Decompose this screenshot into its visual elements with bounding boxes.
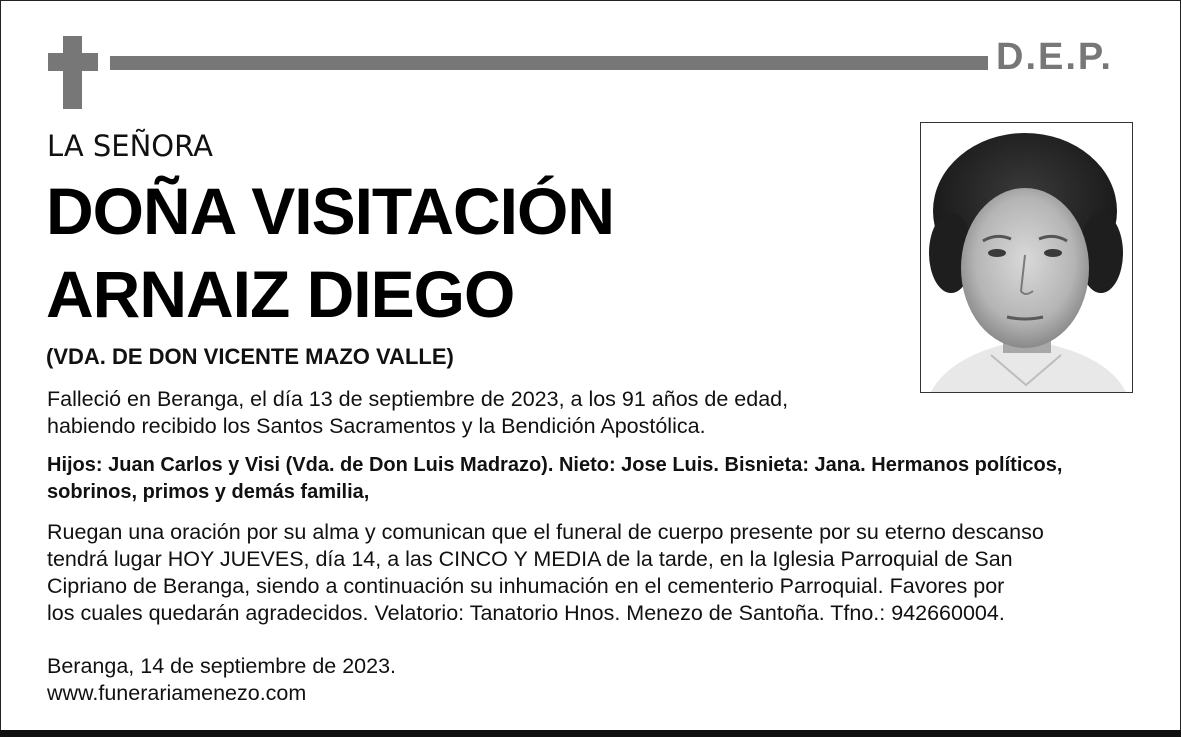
widow-of: (VDA. DE DON VICENTE MAZO VALLE) [46, 344, 454, 369]
death-notice-line: Falleció en Beranga, el día 13 de septiembre de 2023, a los 91 años de edad, [47, 387, 789, 411]
family-line: sobrinos, primos y demás familia, [47, 481, 370, 503]
death-notice-line: habiendo recibido los Santos Sacramentos y la Bendición Apostólica. [47, 414, 706, 438]
funeral-line: Cipriano de Beranga, siendo a continuación su inhumación en el cementerio Parroquial. Favores por [47, 574, 1005, 598]
funeral-line: tendrá lugar HOY JUEVES, día 14, a las CINCO Y MEDIA de la tarde, en la Iglesia Parroquial de San [47, 547, 1013, 571]
funeral-details [47, 519, 1044, 627]
portrait-photo [920, 122, 1133, 393]
honorific: LA SEÑORA [47, 129, 213, 163]
deceased-name-line2: ARNAIZ DIEGO [46, 257, 515, 331]
family-line: Hijos: Juan Carlos y Visi (Vda. de Don Luis Madrazo). Nieto: Jose Luis. Bisnieta: Jana. Hermanos políticos, [47, 454, 1063, 476]
death-notice [47, 386, 788, 440]
family-list [47, 452, 1062, 506]
place-date: Beranga, 14 de septiembre de 2023. [47, 654, 397, 678]
cross-icon-horizontal [48, 53, 98, 71]
cross-icon-vertical [63, 36, 82, 109]
dep-label: D.E.P. [996, 36, 1113, 78]
website-link[interactable]: www.funerariamenezo.com [47, 681, 307, 705]
footer [47, 653, 396, 707]
header-rule [110, 56, 988, 70]
bottom-rule [0, 730, 1181, 737]
portrait-photo-icon [921, 123, 1132, 392]
funeral-line: Ruegan una oración por su alma y comunican que el funeral de cuerpo presente por su eterno descanso [47, 520, 1044, 544]
deceased-name-line1: DOÑA VISITACIÓN [46, 174, 615, 248]
funeral-line: los cuales quedarán agradecidos. Velatorio: Tanatorio Hnos. Menezo de Santoña. Tfno.: 942660004. [47, 601, 1005, 625]
